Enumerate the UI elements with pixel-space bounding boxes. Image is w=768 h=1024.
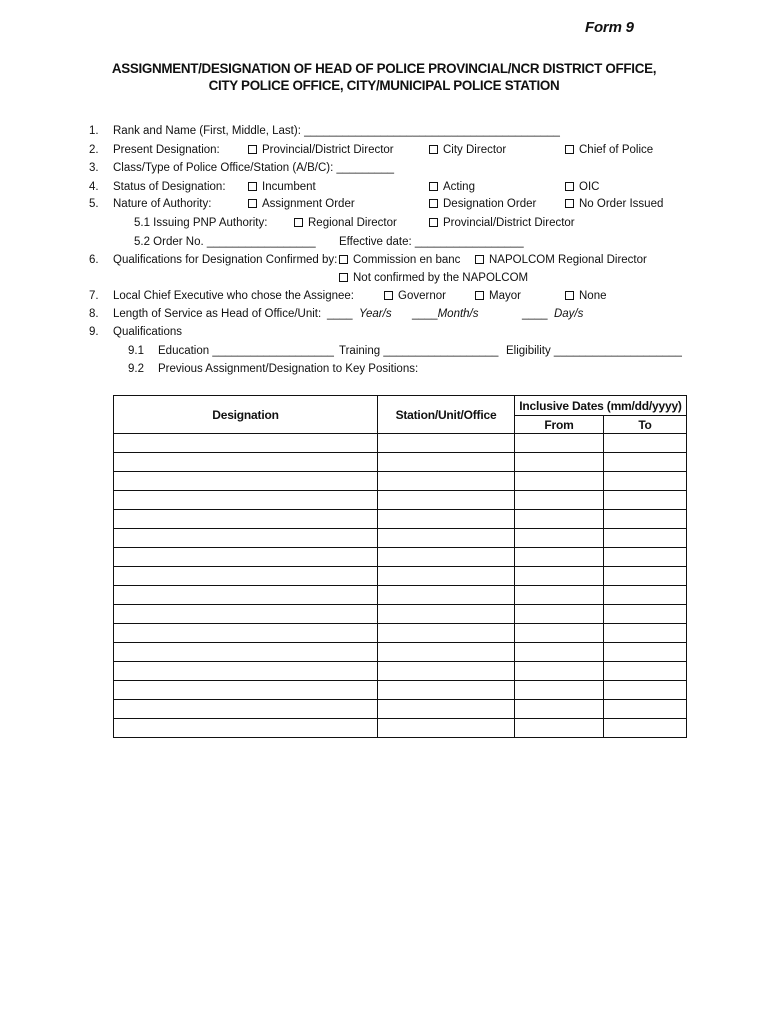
table-row (114, 529, 687, 548)
from-date-cell[interactable] (515, 719, 604, 738)
nature-of-authority-label: Nature of Authority: (113, 198, 212, 210)
provincial-district-director-authority-option[interactable]: Provincial/District Director (429, 216, 575, 230)
checkbox-icon (475, 291, 484, 300)
from-date-cell[interactable] (515, 472, 604, 491)
from-date-cell[interactable] (515, 662, 604, 681)
inclusive-dates-header: Inclusive Dates (mm/dd/yyyy) (515, 396, 687, 416)
item-number: 3. (89, 162, 99, 174)
months-field[interactable]: ____Month/s (412, 308, 479, 320)
checkbox-icon (384, 291, 393, 300)
station-cell[interactable] (378, 605, 515, 624)
designation-cell[interactable] (114, 681, 378, 700)
from-date-cell[interactable] (515, 529, 604, 548)
item-number: 8. (89, 308, 99, 320)
checkbox-icon (339, 273, 348, 282)
to-date-cell[interactable] (604, 472, 687, 491)
length-of-service-label: Length of Service as Head of Office/Unit: (113, 308, 322, 320)
from-date-cell[interactable] (515, 681, 604, 700)
designation-cell[interactable] (114, 434, 378, 453)
years-field[interactable]: ____ Year/s (327, 308, 392, 320)
designation-cell[interactable] (114, 567, 378, 586)
education-field[interactable]: Education ___________________ (158, 345, 334, 357)
designation-cell[interactable] (114, 624, 378, 643)
item-number: 9. (89, 326, 99, 338)
checkbox-icon (429, 199, 438, 208)
station-cell[interactable] (378, 643, 515, 662)
table-row (114, 681, 687, 700)
from-date-cell[interactable] (515, 510, 604, 529)
station-cell[interactable] (378, 510, 515, 529)
from-date-cell[interactable] (515, 700, 604, 719)
previous-assignment-table (113, 395, 687, 738)
to-date-cell[interactable] (604, 700, 687, 719)
napolcom-regional-director-option[interactable]: NAPOLCOM Regional Director (475, 253, 647, 267)
qualifications-confirmed-label: Qualifications for Designation Confirmed by: (113, 254, 338, 266)
class-type-field[interactable]: Class/Type of Police Office/Station (A/B/C): _________ (113, 162, 395, 174)
checkbox-icon (565, 145, 574, 154)
station-cell[interactable] (378, 681, 515, 700)
designation-cell[interactable] (114, 510, 378, 529)
station-unit-office-header: Station/Unit/Office (378, 396, 515, 434)
item-number: 6. (89, 254, 99, 266)
to-header: To (604, 416, 687, 434)
table-row (114, 491, 687, 510)
not-confirmed-option[interactable]: Not confirmed by the NAPOLCOM (339, 271, 528, 285)
station-cell[interactable] (378, 491, 515, 510)
designation-cell[interactable] (114, 662, 378, 681)
to-date-cell[interactable] (604, 529, 687, 548)
table-row (114, 624, 687, 643)
checkbox-icon (565, 199, 574, 208)
designation-cell[interactable] (114, 453, 378, 472)
from-date-cell[interactable] (515, 567, 604, 586)
eligibility-field[interactable]: Eligibility ____________________ (506, 345, 682, 357)
governor-option[interactable]: Governor (384, 289, 446, 303)
station-cell[interactable] (378, 453, 515, 472)
checkbox-icon (429, 145, 438, 154)
provincial-district-director-option[interactable]: Provincial/District Director (248, 143, 394, 157)
designation-order-option[interactable]: Designation Order (429, 197, 536, 211)
table-row (114, 586, 687, 605)
assignment-order-option[interactable]: Assignment Order (248, 197, 355, 211)
to-date-cell[interactable] (604, 681, 687, 700)
from-date-cell[interactable] (515, 491, 604, 510)
to-date-cell[interactable] (604, 586, 687, 605)
station-cell[interactable] (378, 624, 515, 643)
from-date-cell[interactable] (515, 643, 604, 662)
table-row (114, 567, 687, 586)
checkbox-icon (248, 145, 257, 154)
to-date-cell[interactable] (604, 491, 687, 510)
chief-of-police-option[interactable]: Chief of Police (565, 143, 653, 157)
designation-cell[interactable] (114, 586, 378, 605)
to-date-cell[interactable] (604, 548, 687, 567)
mayor-option[interactable]: Mayor (475, 289, 521, 303)
incumbent-option[interactable]: Incumbent (248, 180, 316, 194)
checkbox-icon (248, 199, 257, 208)
checkbox-icon (565, 291, 574, 300)
oic-option[interactable]: OIC (565, 180, 599, 194)
designation-cell[interactable] (114, 643, 378, 662)
table-row (114, 453, 687, 472)
to-date-cell[interactable] (604, 510, 687, 529)
station-cell[interactable] (378, 434, 515, 453)
from-date-cell[interactable] (515, 586, 604, 605)
regional-director-option[interactable]: Regional Director (294, 216, 397, 230)
to-date-cell[interactable] (604, 662, 687, 681)
effective-date-field[interactable]: Effective date: _________________ (339, 236, 524, 248)
checkbox-icon (248, 182, 257, 191)
designation-cell[interactable] (114, 529, 378, 548)
issuing-pnp-authority-label: 5.1 Issuing PNP Authority: (134, 217, 268, 229)
table-row (114, 510, 687, 529)
from-date-cell[interactable] (515, 624, 604, 643)
checkbox-icon (565, 182, 574, 191)
station-cell[interactable] (378, 662, 515, 681)
from-date-cell[interactable] (515, 453, 604, 472)
training-field[interactable]: Training __________________ (339, 345, 499, 357)
item-number: 7. (89, 290, 99, 302)
to-date-cell[interactable] (604, 434, 687, 453)
table-row (114, 548, 687, 567)
checkbox-icon (429, 218, 438, 227)
to-date-cell[interactable] (604, 719, 687, 738)
designation-header: Designation (114, 396, 378, 434)
from-date-cell[interactable] (515, 434, 604, 453)
designation-cell[interactable] (114, 491, 378, 510)
item-number: 9.1 (128, 345, 144, 357)
designation-cell[interactable] (114, 605, 378, 624)
station-cell[interactable] (378, 548, 515, 567)
table-row (114, 719, 687, 738)
to-date-cell[interactable] (604, 567, 687, 586)
days-field[interactable]: ____ Day/s (522, 308, 584, 320)
checkbox-icon (475, 255, 484, 264)
commission-en-banc-option[interactable]: Commission en banc (339, 253, 460, 267)
station-cell[interactable] (378, 529, 515, 548)
form-number: Form 9 (585, 19, 634, 36)
status-of-designation-label: Status of Designation: (113, 181, 226, 193)
acting-option[interactable]: Acting (429, 180, 475, 194)
from-header: From (515, 416, 604, 434)
checkbox-icon (294, 218, 303, 227)
item-number: 5. (89, 198, 99, 210)
from-date-cell[interactable] (515, 548, 604, 567)
rank-name-field[interactable]: Rank and Name (First, Middle, Last): ________________________________________ (113, 125, 560, 137)
item-number: 4. (89, 181, 99, 193)
table-row (114, 434, 687, 453)
item-number: 2. (89, 144, 99, 156)
table-row (114, 700, 687, 719)
no-order-issued-option[interactable]: No Order Issued (565, 197, 663, 211)
table-row (114, 605, 687, 624)
local-chief-executive-label: Local Chief Executive who chose the Assignee: (113, 290, 355, 302)
order-number-field[interactable]: 5.2 Order No. _________________ (134, 236, 316, 248)
station-cell[interactable] (378, 567, 515, 586)
designation-cell[interactable] (114, 719, 378, 738)
checkbox-icon (429, 182, 438, 191)
to-date-cell[interactable] (604, 624, 687, 643)
designation-cell[interactable] (114, 548, 378, 567)
designation-cell[interactable] (114, 700, 378, 719)
designation-cell[interactable] (114, 472, 378, 491)
item-number: 1. (89, 125, 99, 137)
table-row (114, 472, 687, 491)
form-title-line1: ASSIGNMENT/DESIGNATION OF HEAD OF POLICE PROVINCIAL/NCR DISTRICT OFFICE, (111, 61, 657, 76)
station-cell[interactable] (378, 586, 515, 605)
item-number: 9.2 (128, 363, 144, 375)
qualifications-label: Qualifications (113, 326, 183, 338)
to-date-cell[interactable] (604, 453, 687, 472)
city-director-option[interactable]: City Director (429, 143, 506, 157)
previous-assignment-label: Previous Assignment/Designation to Key Positions: (158, 363, 419, 375)
station-cell[interactable] (378, 719, 515, 738)
checkbox-icon (339, 255, 348, 264)
station-cell[interactable] (378, 472, 515, 491)
station-cell[interactable] (378, 700, 515, 719)
from-date-cell[interactable] (515, 605, 604, 624)
form-title-line2: CITY POLICE OFFICE, CITY/MUNICIPAL POLICE STATION (208, 78, 560, 93)
table-row (114, 643, 687, 662)
none-option[interactable]: None (565, 289, 607, 303)
present-designation-label: Present Designation: (113, 144, 220, 156)
to-date-cell[interactable] (604, 605, 687, 624)
table-row (114, 662, 687, 681)
to-date-cell[interactable] (604, 643, 687, 662)
